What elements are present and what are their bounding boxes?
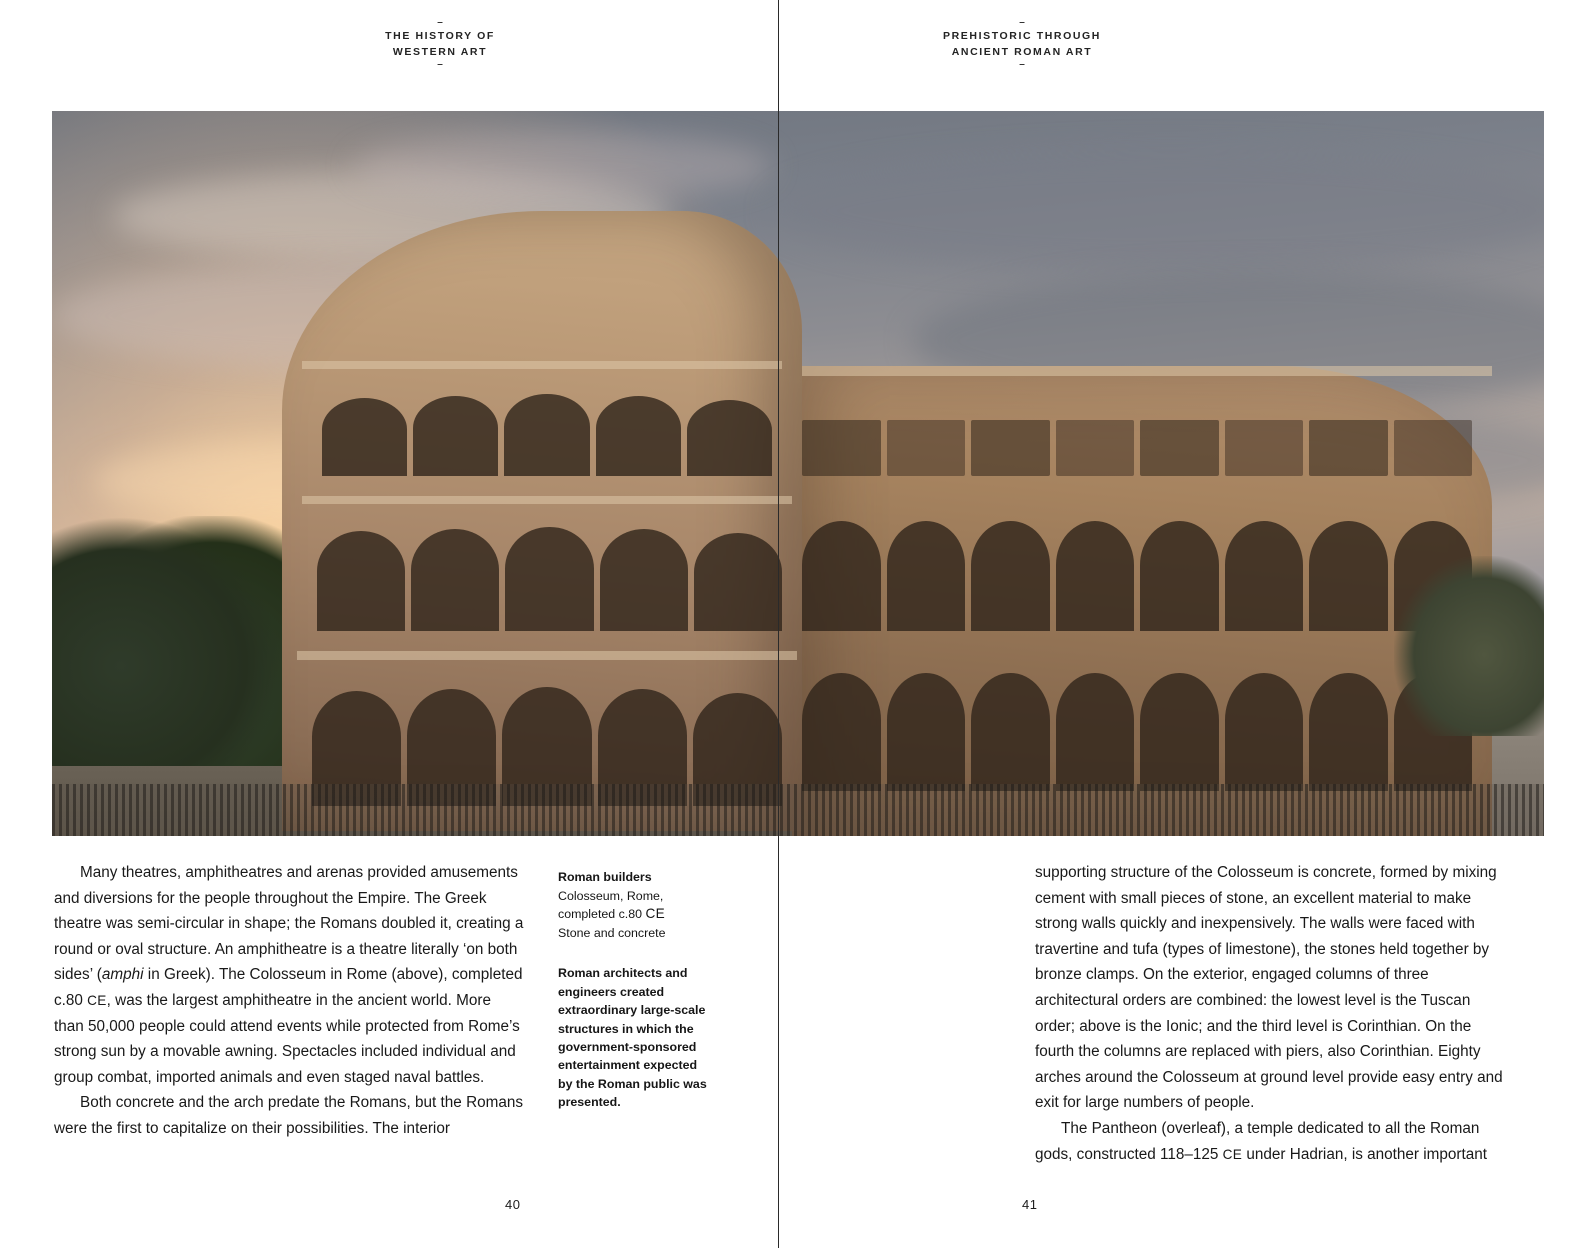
running-head-right [822,18,1222,70]
running-head-left-dash-top: – [437,17,443,28]
left-paragraph-1-smallcaps: CE [87,992,107,1008]
arch-opening [600,529,688,631]
caption-line-3-smallcaps: CE [645,906,665,922]
arch-opening [1225,521,1304,631]
arch-opening [1140,673,1219,791]
arch-opening [1056,521,1135,631]
cypress-trees [52,516,282,766]
running-head-right-dash-bottom: – [1019,59,1025,70]
page-number-right: 41 [1022,1197,1038,1212]
cornice-band [302,496,792,504]
caption-line-3 [558,905,708,924]
arch-opening [802,673,881,791]
body-text-right-column [1035,860,1505,1167]
arcade-upper [802,406,1472,476]
arcade-lower [802,661,1472,791]
arch-opening [596,396,681,476]
arch-opening [1309,521,1388,631]
running-head-left-line1: THE HISTORY OF [385,30,495,42]
window-opening [887,420,966,476]
cloud-band [352,131,772,201]
arch-opening [971,521,1050,631]
arch-opening [887,521,966,631]
caption-note: Roman architects and engineers created extraordinary large-scale structures in which the government-sponsored entertainment expected by the Roman public was presented. [558,966,707,1110]
page-number-left: 40 [505,1197,521,1212]
window-opening [1309,420,1388,476]
arch-opening [413,396,498,476]
colosseum-photograph [52,111,1544,836]
right-paragraph-2 [1035,1116,1505,1167]
left-paragraph-1-part-a: Many theatres, amphitheatres and arenas provided amusements and diversions for the people throughout the Empire. The Greek theatre was semi-circular in shape; the Romans doubled it, creating a round or oval structure. An amphitheatre is a theatre literally ‘on both sides’ ( [54,864,524,984]
window-opening [1056,420,1135,476]
right-paragraph-2-smallcaps: CE [1222,1146,1243,1162]
arch-opening [687,400,772,476]
arch-opening [887,673,966,791]
running-head-left [240,18,640,70]
window-opening [1225,420,1304,476]
left-paragraph-1 [54,860,524,1090]
window-opening [1394,420,1473,476]
caption-line-4: Stone and concrete [558,925,666,940]
left-paragraph-1-part-b: in Greek). The Colosseum in Rome (above), completed c.80 [54,966,523,1009]
colosseum-intact-wing [282,211,802,831]
right-paragraph-1: supporting structure of the Colosseum is concrete, formed by mixing cement with small pieces of stone, an excellent material to make strong walls quickly and inexpensively. The walls were faced with travertine and tufa (types of limestone), the stones held together by bronze clamps. On the exterior, engaged columns of three architectural orders are combined: the lowest level is the Tuscan order; above is the Ionic; and the third level is Corinthian. On the fourth the columns are replaced with piers, also Corinthian. Eighty arches around the Colosseum at ground level provide easy entry and exit for large numbers of people. [1035,864,1503,1112]
arch-opening [322,398,407,476]
background-trees [1394,556,1544,736]
running-head-right-dash-top: – [1019,17,1025,28]
arch-opening [1309,673,1388,791]
arch-opening [694,533,782,631]
arch-opening [504,394,589,476]
arch-opening [802,521,881,631]
running-head-left-dash-bottom: – [437,59,443,70]
caption-line-2: Colosseum, Rome, [558,888,664,903]
window-opening [1140,420,1219,476]
right-paragraph-2-part-a: The Pantheon (overleaf), a temple dedicated to all the Roman gods, constructed 118–125 [1035,1119,1480,1163]
left-paragraph-2: Both concrete and the arch predate the Romans, but the Romans were the first to capitalize on their possibilities. The interior [54,1094,524,1137]
cornice-band [297,651,797,660]
window-opening [802,420,881,476]
running-head-right-line2: ANCIENT ROMAN ART [951,46,1093,58]
left-paragraph-1-italic: amphi [101,966,144,984]
arcade-middle [802,511,1472,631]
right-paragraph-2-part-b: under Hadrian, is another important [1242,1145,1488,1163]
arch-opening [317,531,405,631]
caption-line-3-text: completed c.80 [558,907,646,922]
arcade-second [317,521,782,631]
running-head-left-line2: WESTERN ART [392,46,488,58]
running-head-right-line1: PREHISTORIC THROUGH [943,30,1101,42]
cornice-band [302,361,782,369]
window-opening [971,420,1050,476]
body-text-left-column [54,860,524,1142]
figure-caption [558,868,708,1112]
arch-opening [505,527,593,631]
arch-opening [1225,673,1304,791]
page-gutter-line [778,0,779,1248]
arch-opening [411,529,499,631]
left-paragraph-1-part-c: , was the largest amphitheatre in the ancient world. More than 50,000 people could attend events while protected from Rome’s strong sun by a movable awning. Spectacles included individual and group combat, imported animals and even staged naval battles. [54,991,520,1086]
cloud-band [772,151,1544,271]
arcade-top [322,386,772,476]
arch-opening [1140,521,1219,631]
crowd-of-visitors [52,784,1544,836]
arch-opening [971,673,1050,791]
colosseum-ruined-wing [792,366,1492,836]
arch-opening [1056,673,1135,791]
caption-title: Roman builders [558,870,652,884]
cornice-band [792,366,1492,376]
